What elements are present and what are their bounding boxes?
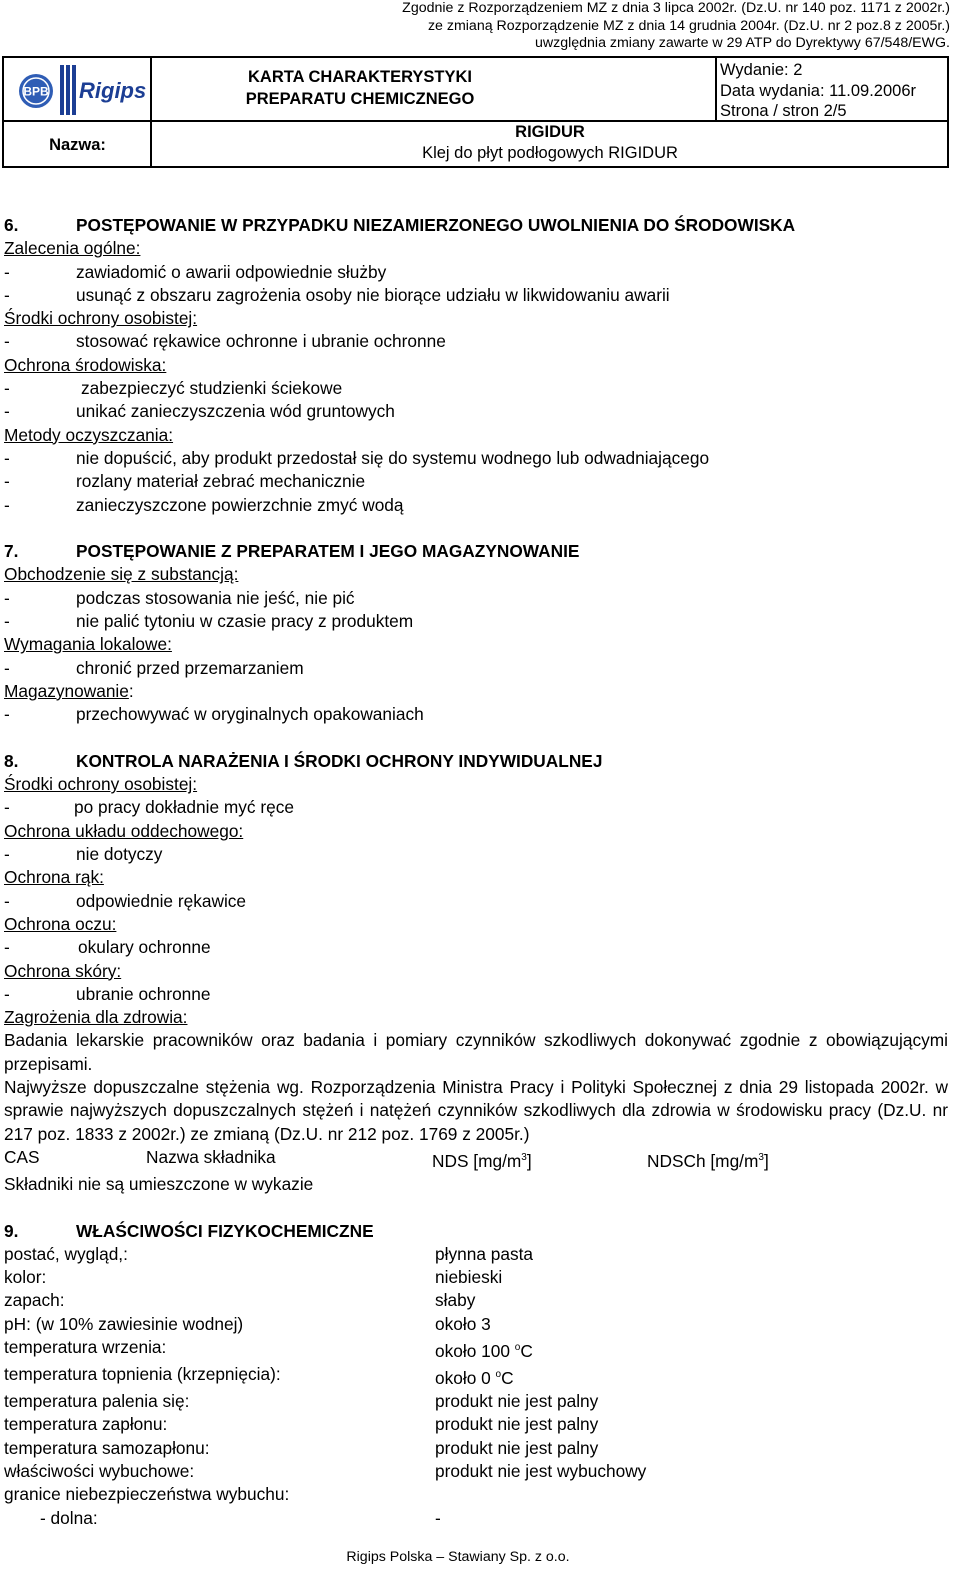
name-label: Nazwa: [49,136,106,154]
column-name: Nazwa składnika [146,1146,276,1167]
property-row: kolor: niebieski [4,1267,503,1288]
list-item: - ubranie ochronne [4,983,211,1004]
list-item: - odpowiednie rękawice [4,890,247,911]
subheading: Ochrona oczu: [4,913,117,934]
subheading: Obchodzenie się z substancją: [4,564,239,585]
list-item: - zabezpieczyć studzienki ściekowe [4,378,343,399]
subheading: Środki ochrony osobistej: [4,308,198,329]
header-table [2,56,949,168]
title-line-2: PREPARATU CHEMICZNEGO [245,90,475,108]
list-item: - nie dotyczy [4,844,163,865]
property-row: temperatura samozapłonu: produkt nie jest palny [4,1437,599,1458]
subheading: Ochrona układu oddechowego: [4,820,244,841]
list-item: - usunąć z obszaru zagrożenia osoby nie biorące udziału w likwidowaniu awarii [4,284,670,305]
section-8-heading [4,750,948,773]
list-item: - zawiadomić o awarii odpowiednie służby [4,261,387,282]
logo-brand-text: Rigips [79,78,147,103]
list-item: - stosować rękawice ochronne i ubranie ochronne [4,331,446,352]
limits-table-header [4,1146,948,1173]
property-row: granice niebezpieczeństwa wybuchu: [4,1484,290,1505]
paragraph: Badania lekarskie pracowników oraz badania i pomiary czynników szkodliwych dokonywać zgodnie z obowiązującymi przepisami. [4,1030,948,1074]
property-row: właściwości wybuchowe: produkt nie jest wybuchowy [4,1461,647,1482]
property-row: temperatura wrzenia: około 100 $^o$C [4,1337,533,1361]
footer: Rigips Polska – Stawiany Sp. z o.o. [346,1549,570,1565]
property-row: temperatura topnienia (krzepnięcia): około 0 $^o$C [4,1364,514,1388]
section-title: POSTĘPOWANIE Z PREPARATEM I JEGO MAGAZYNOWANIE [76,541,580,562]
list-item: - po pracy dokładnie myć ręce [4,797,294,818]
subheading: Zagrożenia dla zdrowia: [4,1007,188,1028]
subheading: Magazynowanie: [4,680,134,701]
rigips-logo [14,62,150,118]
list-item: - chronić przed przemarzaniem [4,657,304,678]
subheading: Ochrona rąk: [4,867,104,888]
section-number: 6. [4,215,19,235]
section-number: 7. [4,541,19,562]
list-item: - rozlany materiał zebrać mechanicznie [4,471,366,492]
product-description: Klej do płyt podłogowych RIGIDUR [422,144,678,162]
regulation-line-3: uwzględnia zmiany zawarte w 29 ATP do Dyrektywy 67/548/EWG. [534,35,950,51]
edition-number: Wydanie: 2 [720,61,803,79]
section-7-heading [4,540,948,563]
list-item: - nie palić tytoniu w czasie pracy z produktem [4,611,414,632]
subheading: Środki ochrony osobistej: [4,774,198,795]
paragraph: Najwyższe dopuszczalne stężenia wg. Rozporządzenia Ministra Pracy i Polityki Społecznej z dnia 29 listopada 2002r. w sprawie najwyższych dopuszczalnych stężeń i natężeń czynników szkodliwych dla zdrowia w środowisku pracy (Dz.U. nr 217 poz. 1833 z 2002r.) ze zmianą (Dz.U. nr 212 poz. 1769 z 2005r.) [4,1076,948,1144]
list-item: - podczas stosowania nie jeść, nie pić [4,587,355,608]
section-title: WŁAŚCIWOŚCI FIZYKOCHEMICZNE [76,1220,374,1241]
logo-bar-icon [66,65,70,115]
document-title [152,66,568,110]
subheading: Wymagania lokalowe: [4,634,172,655]
subheading: Zalecenia ogólne: [4,238,141,259]
logo-bpb-text: BPB [23,84,49,99]
property-row: temperatura palenia się: produkt nie jest palny [4,1391,599,1412]
header-divider [715,58,717,120]
regulation-line-1: Zgodnie z Rozporządzeniem MZ z dnia 3 lipca 2002r. (Dz.U. nr 140 poz. 1171 z 2002r.) [402,0,950,16]
section-6-heading [4,214,948,237]
property-row: temperatura zapłonu: produkt nie jest palny [4,1414,599,1435]
logo-bar-icon [72,65,76,115]
logo-bar-icon [60,65,64,115]
section-number: 8. [4,750,19,771]
edition-info [720,60,916,122]
document-body [4,214,948,1530]
subheading: Ochrona środowiska: [4,354,167,375]
section-title: KONTROLA NARAŻENIA I ŚRODKI OCHRONY INDYWIDUALNEJ [76,750,603,771]
section-number: 9. [4,1220,19,1241]
regulation-note [402,0,950,53]
title-line-1: KARTA CHARAKTERYSTYKI [248,68,472,86]
subheading: Metody oczyszczania: [4,424,174,445]
no-components-note: Składniki nie są umieszczone w wykazie [4,1173,314,1194]
regulation-line-2: ze zmianą Rozporządzenie MZ z dnia 14 grudnia 2004r. (Dz.U. nr 2 poz.8 z 2005r.) [427,17,950,34]
issue-date: Data wydania: 11.09.2006r [720,81,916,100]
property-row: pH: (w 10% zawiesinie wodnej) około 3 [4,1313,491,1334]
property-row: zapach: słaby [4,1290,476,1311]
list-item: - nie dopuścić, aby produkt przedostał się do systemu wodnego lub odwadniającego [4,447,710,468]
list-item: - unikać zanieczyszczenia wód gruntowych [4,401,395,422]
list-item: - przechowywać w oryginalnych opakowaniach [4,704,424,725]
property-row: postać, wygląd,: płynna pasta [4,1243,534,1264]
property-row: - dolna: - [40,1507,441,1528]
column-ndsch: NDSCh $[mg/m^3]$ [647,1150,769,1171]
section-9-heading [4,1220,948,1243]
column-cas: CAS [4,1146,40,1167]
section-title: POSTĘPOWANIE W PRZYPADKU NIEZAMIERZONEGO UWOLNIENIA DO ŚRODOWISKA [76,215,796,235]
product-info [152,122,948,164]
product-name: RIGIDUR [515,123,585,141]
page-number: Strona / stron 2/5 [720,102,847,120]
subheading: Ochrona skóry: [4,960,122,981]
list-item: - zanieczyszczone powierzchnie zmyć wodą [4,494,404,515]
column-nds: NDS $[mg/m^3]$ [432,1150,532,1171]
list-item: - okulary ochronne [4,937,211,958]
